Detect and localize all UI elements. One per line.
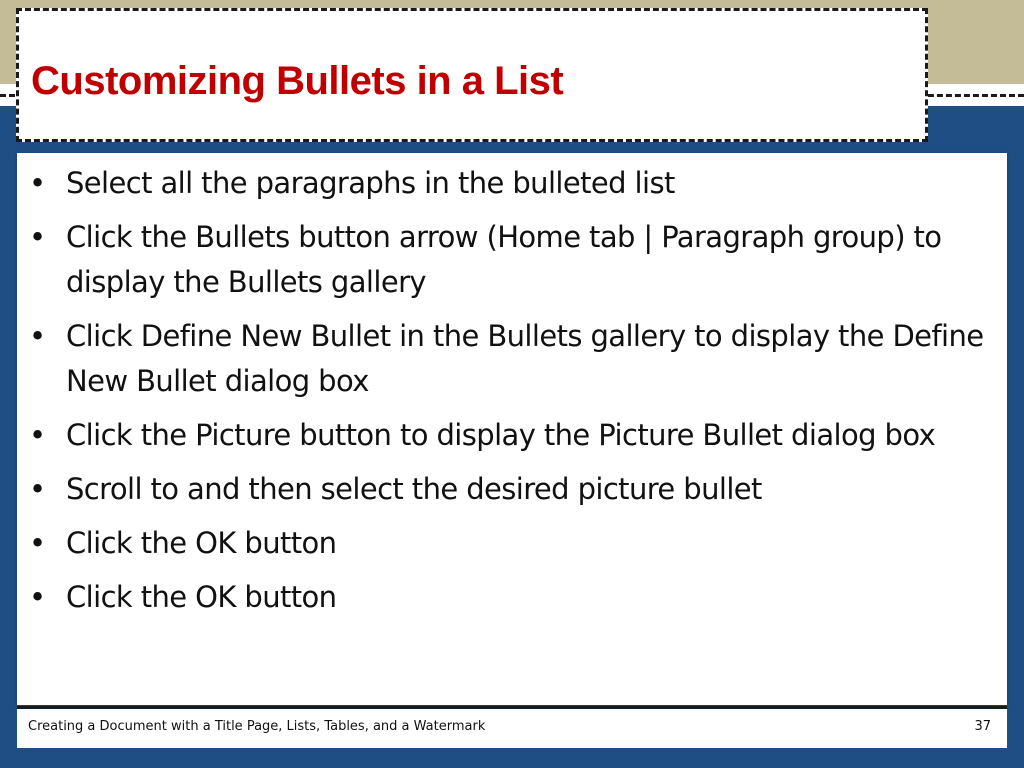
bullet-icon: • — [29, 580, 46, 614]
bullet-item — [27, 215, 987, 305]
bullet-icon: • — [29, 472, 46, 506]
bullet-item — [27, 575, 987, 620]
slide-title: Customizing Bullets in a List — [31, 59, 564, 103]
bullet-text: Click the OK button — [66, 580, 337, 614]
bullet-icon: • — [29, 220, 46, 254]
footer-text: Creating a Document with a Title Page, Lists, Tables, and a Watermark — [28, 719, 486, 734]
slide-footer — [17, 706, 1007, 748]
page-number: 37 — [974, 719, 991, 734]
bullet-text: Click Define New Bullet in the Bullets gallery to display the Define New Bullet dialog box — [66, 319, 984, 398]
bullet-item — [27, 467, 987, 512]
bullet-item — [27, 161, 987, 206]
bullet-icon: • — [29, 319, 46, 353]
bullet-icon: • — [29, 418, 46, 452]
content-placeholder[interactable] — [17, 153, 1007, 705]
bullet-item — [27, 314, 987, 404]
bullet-text: Click the OK button — [66, 526, 337, 560]
bullet-text: Scroll to and then select the desired picture bullet — [66, 472, 762, 506]
bullet-text: Select all the paragraphs in the bulleted list — [66, 166, 675, 200]
bullet-item — [27, 413, 987, 458]
bullet-icon: • — [29, 526, 46, 560]
bullet-item — [27, 521, 987, 566]
bullet-icon: • — [29, 166, 46, 200]
title-placeholder[interactable] — [16, 8, 928, 142]
bullet-text: Click the Picture button to display the Picture Bullet dialog box — [66, 418, 936, 452]
bullet-list — [17, 153, 1007, 620]
bullet-text: Click the Bullets button arrow (Home tab | Paragraph group) to display the Bullets gallery — [66, 220, 942, 299]
